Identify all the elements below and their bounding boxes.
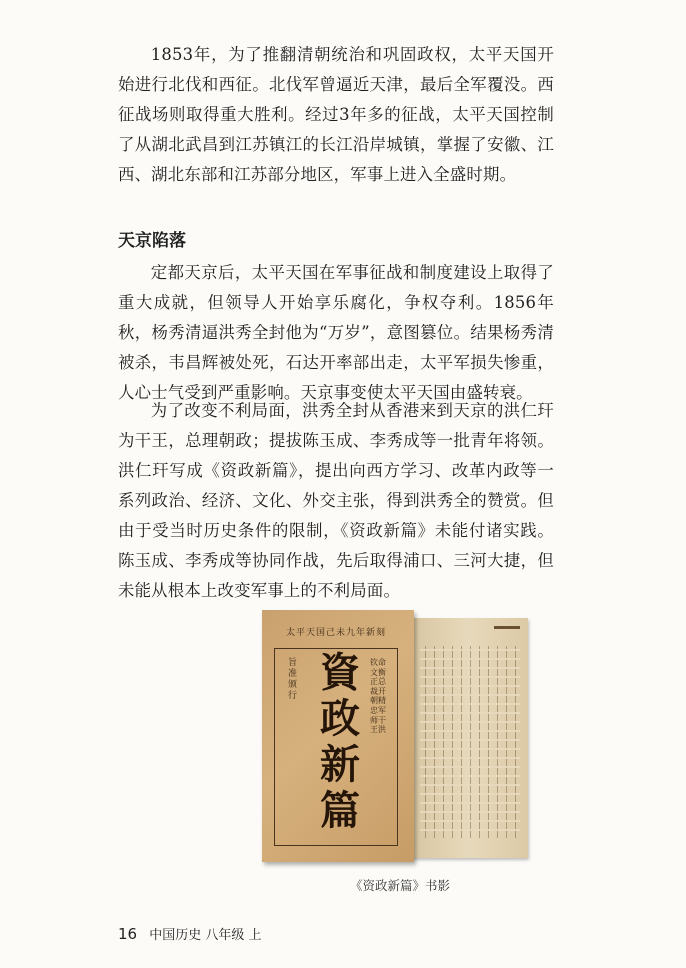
book-inner-page [410, 618, 528, 858]
book-cover [262, 610, 414, 862]
book-photo [262, 610, 534, 868]
inner-page-mark [494, 626, 520, 629]
cover-top-label: 太平天国己未九年新刻 [285, 628, 386, 638]
paragraph-reform-attempt: 为了改变不利局面，洪秀全封从香港来到天京的洪仁玕为干王，总理朝政；提拔陈玉成、李秀成等一批青年将领。洪仁玕写成《资政新篇》，提出向西方学习、改革内政等一系列政治、经济、文化、外交主张，得到洪秀全的赞赏。但由于受当时历史条件的限制，《资政新篇》未能付诸实践。陈玉成、李秀成等协同作战，先后取得浦口、三河大捷，但未能从根本上改变军事上的不利局面。 [118, 401, 554, 600]
cover-title: 資政新篇 [320, 649, 360, 834]
cover-side-text-left: 旨准颁行 [288, 658, 298, 701]
page-footer [118, 924, 262, 943]
paragraph-tianjing-incident: 定都天京后，太平天国在军事征战和制度建设上取得了重大成就，但领导人开始享乐腐化，争权夺利。1856年秋，杨秀清逼洪秀全封他为“万岁”，意图篡位。结果杨秀清被杀，韦昌辉被处死，石达开率部出走，太平军损失惨重，人心士气受到严重影响。天京事变使太平天国由盛转衰。 [118, 263, 554, 402]
inner-page-texture [420, 646, 520, 838]
paragraph-expeditions: 1853年，为了推翻清朝统治和巩固政权，太平天国开始进行北伐和西征。北伐军曾逼近天津，最后全军覆没。西征战场则取得重大胜利。经过3年多的征战，太平天国控制了从湖北武昌到江苏镇江的长江沿岸城镇，掌握了安徽、江西、湖北东部和江苏部分地区，军事上进入全盛时期。 [118, 45, 554, 184]
book-name: 中国历史 八年级 上 [149, 928, 262, 943]
page-number: 16 [118, 925, 138, 943]
section-heading: 天京陷落 [118, 231, 186, 251]
figure-caption: 《资政新篇》书影 [349, 878, 450, 893]
cover-side-text-right: 钦命文衡正总裁开朝精忠军师干王洪 [370, 658, 386, 735]
